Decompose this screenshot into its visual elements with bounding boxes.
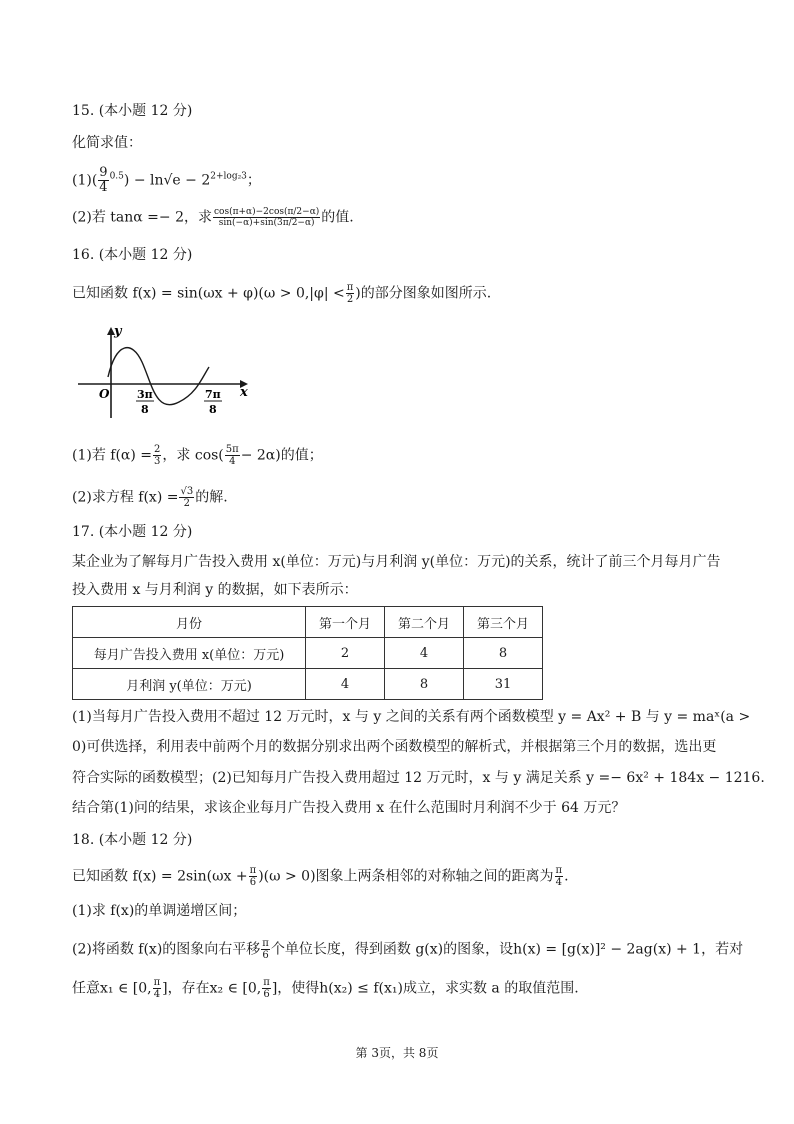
fraction: $\frac{9}{4}$	[99, 165, 108, 195]
tick2-den: 8	[209, 403, 217, 416]
table-cell: 4	[385, 638, 464, 669]
q18-p3-c: ]，使得h(x₂) ≤ f(x₁)成立，求实数 a 的取值范围.	[271, 980, 579, 997]
origin-label: O	[99, 387, 110, 401]
fraction: $\frac{\pi}{6}$	[262, 938, 269, 961]
table-row	[73, 638, 543, 669]
fraction: $\frac{\pi}{2}$	[346, 282, 354, 305]
q15-p1-prefix: (1)(	[72, 172, 98, 189]
q18-p2-a: (2)将函数 f(x)的图象向右平移	[72, 941, 261, 958]
table-cell: 4	[306, 669, 385, 700]
q18-header: 18. (本小题 12 分)	[72, 832, 193, 848]
table-cell: 8	[385, 669, 464, 700]
fraction: $\frac{\pi}{6}$	[249, 865, 257, 888]
data-table	[72, 606, 543, 700]
tick1-den: 8	[141, 403, 149, 416]
sine-graph	[74, 322, 254, 422]
q17-question-line3: 符合实际的函数模型；(2)已知每月广告投入费用超过 12 万元时，x 与 y 满足关系 y =− 6x² + 184x − 1216.	[72, 770, 765, 786]
q15-p2-prefix: (2)若 tanα =− 2，求	[72, 209, 212, 226]
page-footer: 第 3页，共 8页	[355, 1046, 439, 1060]
fraction: $\frac{\cos(\pi+\alpha)-2\cos(\pi/2-\alpha)}{\sin(-\alpha)+\sin(3\pi/2-\alpha)}$	[214, 207, 320, 228]
q16-stem	[72, 282, 491, 305]
q16-stem-b: )的部分图象如图所示.	[355, 285, 492, 302]
q17-question-line4: 结合第(1)问的结果，求该企业每月广告投入费用 x 在什么范围时月利润不少于 64 万元？	[72, 800, 626, 816]
fraction: $\frac{2}{3}$	[154, 444, 161, 467]
table-header-cell: 第三个月	[464, 607, 543, 638]
q17-stem-line2: 投入费用 x 与月利润 y 的数据，如下表所示：	[72, 582, 358, 598]
fraction: $\frac{\pi}{4}$	[153, 977, 161, 1000]
q16-part2	[72, 486, 228, 509]
q15-part1	[72, 166, 261, 195]
table-row	[73, 669, 543, 700]
table-cell: 31	[464, 669, 543, 700]
q16-p1-c: − 2α)的值；	[240, 447, 323, 464]
q15-header: 15. (本小题 12 分)	[72, 103, 193, 119]
exponent: 0.5	[109, 171, 124, 182]
q18-stem-a: 已知函数 f(x) = 2sin(ωx +	[72, 868, 248, 885]
q16-header: 16. (本小题 12 分)	[72, 247, 193, 263]
q18-stem	[72, 865, 569, 888]
q18-p2-b: 个单位长度，得到函数 g(x)的图象，设h(x) = [g(x)]² − 2ag(x) + 1，若对	[270, 941, 744, 958]
q15-p1-rest: ) − ln√e − 2	[123, 172, 211, 189]
q16-p2-b: 的解.	[195, 489, 228, 506]
table-header-cell: 月份	[73, 607, 306, 638]
fraction: $\frac{\pi}{6}$	[263, 977, 270, 1000]
table-header-row	[73, 607, 543, 638]
fraction: $\frac{5\pi}{4}$	[225, 444, 239, 467]
q15-intro: 化简求值：	[72, 135, 142, 151]
q17-header: 17. (本小题 12 分)	[72, 524, 193, 540]
sine-curve	[108, 348, 209, 405]
q15-part2	[72, 207, 354, 228]
q18-p3-a: 任意x₁ ∈ [0,	[72, 980, 152, 997]
q16-part1	[72, 444, 323, 467]
y-axis-label: y	[114, 324, 122, 339]
q18-stem-b: )(ω > 0)图象上两条相邻的对称轴之间的距离为	[258, 868, 554, 885]
table-cell: 8	[464, 638, 543, 669]
table-header-cell: 第一个月	[306, 607, 385, 638]
fraction: $\frac{√3}{2}$	[180, 486, 194, 509]
x-axis-label: x	[240, 385, 248, 400]
table-cell: 月利润 y(单位：万元)	[73, 669, 306, 700]
q17-stem-line1: 某企业为了解每月广告投入费用 x(单位：万元)与月利润 y(单位：万元)的关系，统计了前三个月每月广告	[72, 554, 721, 570]
q15-p2-end: 的值.	[321, 209, 354, 226]
q17-question-line1: (1)当每月广告投入费用不超过 12 万元时，x 与 y 之间的关系有两个函数模型 y = Ax² + B 与 y = maˣ(a >	[72, 709, 751, 725]
table-header-cell: 第二个月	[385, 607, 464, 638]
q18-part2-cont	[72, 977, 579, 1000]
tick1-num: 3π	[137, 388, 153, 401]
q18-part1: (1)求 f(x)的单调递增区间；	[72, 903, 247, 919]
exam-page	[72, 0, 765, 1124]
q18-p3-b: ]，存在x₂ ∈ [0,	[162, 980, 262, 997]
q17-question-line2: 0)可供选择，利用表中前两个月的数据分别求出两个函数模型的解析式，并根据第三个月的数据，选出更	[72, 739, 717, 755]
q18-part2	[72, 938, 743, 961]
q16-p1-b: ，求 cos(	[162, 447, 224, 464]
table-cell: 每月广告投入费用 x(单位：万元)	[73, 638, 306, 669]
q16-p2-a: (2)求方程 f(x) =	[72, 489, 179, 506]
exponent: 2+log₂3	[210, 171, 247, 182]
q16-stem-a: 已知函数 f(x) = sin(ωx + φ)(ω > 0,|φ| <	[72, 285, 345, 302]
fraction: $\frac{\pi}{4}$	[555, 865, 563, 888]
tick2-num: 7π	[205, 388, 221, 401]
q15-p1-end: ；	[246, 172, 261, 189]
table-cell: 2	[306, 638, 385, 669]
q16-p1-a: (1)若 f(α) =	[72, 447, 153, 464]
q18-stem-c: .	[564, 868, 569, 885]
